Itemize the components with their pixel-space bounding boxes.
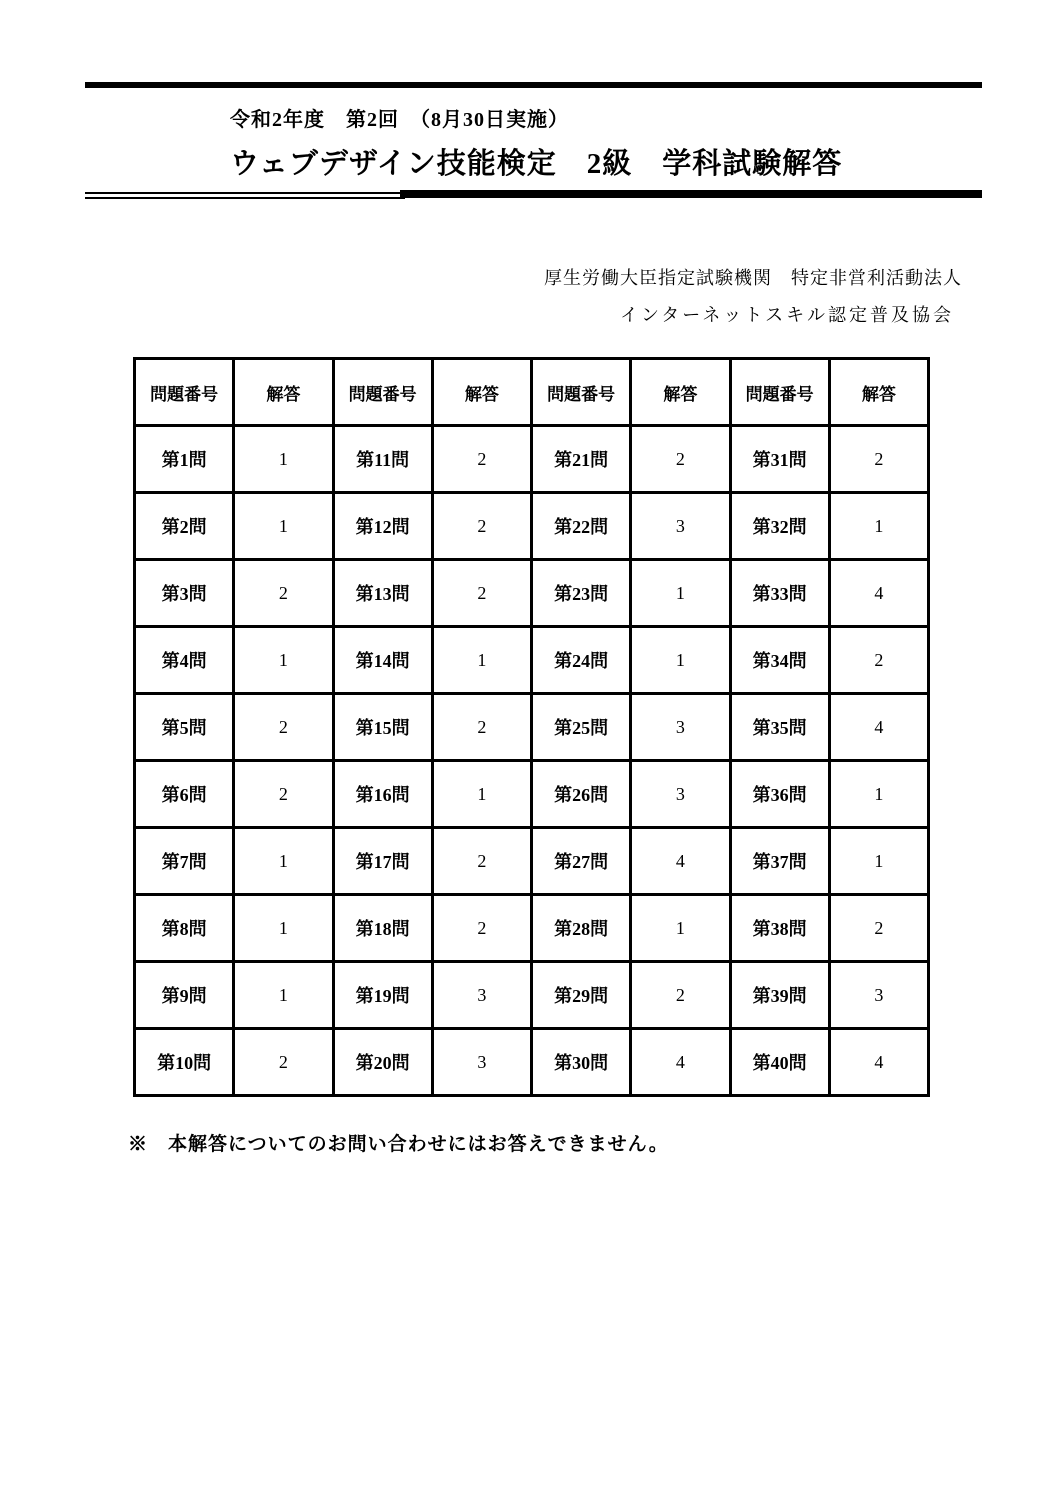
question-number-cell: 第8問 <box>135 895 234 962</box>
answer-cell: 1 <box>829 828 928 895</box>
answer-cell: 1 <box>432 761 531 828</box>
question-number-cell: 第2問 <box>135 493 234 560</box>
question-number-cell: 第36問 <box>730 761 829 828</box>
answer-cell: 4 <box>829 560 928 627</box>
answer-cell: 1 <box>631 627 730 694</box>
answer-cell: 2 <box>829 627 928 694</box>
table-row <box>135 962 929 1029</box>
question-number-cell: 第19問 <box>333 962 432 1029</box>
answer-cell: 3 <box>432 962 531 1029</box>
question-number-cell: 第25問 <box>532 694 631 761</box>
table-row <box>135 426 929 493</box>
question-number-cell: 第15問 <box>333 694 432 761</box>
answer-cell: 2 <box>432 828 531 895</box>
answer-cell: 3 <box>432 1029 531 1096</box>
answer-table-header <box>135 359 929 426</box>
column-header-cell: 問題番号 <box>135 359 234 426</box>
answer-cell: 4 <box>631 828 730 895</box>
answer-cell: 1 <box>234 627 333 694</box>
question-number-cell: 第38問 <box>730 895 829 962</box>
answer-table <box>133 357 930 1097</box>
answer-cell: 1 <box>234 895 333 962</box>
answer-cell: 2 <box>829 426 928 493</box>
answer-cell: 1 <box>234 426 333 493</box>
organization-name-line: インターネットスキル認定普及協会 <box>619 305 954 325</box>
answer-cell: 3 <box>631 694 730 761</box>
answer-cell: 2 <box>631 962 730 1029</box>
question-number-cell: 第26問 <box>532 761 631 828</box>
column-header-cell: 解答 <box>631 359 730 426</box>
title-underline-double-rule <box>85 192 405 199</box>
question-number-cell: 第29問 <box>532 962 631 1029</box>
answer-cell: 2 <box>234 1029 333 1096</box>
question-number-cell: 第35問 <box>730 694 829 761</box>
disclaimer-note: ※ 本解答についてのお問い合わせにはお答えできません。 <box>128 1134 669 1155</box>
question-number-cell: 第37問 <box>730 828 829 895</box>
question-number-cell: 第28問 <box>532 895 631 962</box>
table-row <box>135 560 929 627</box>
question-number-cell: 第16問 <box>333 761 432 828</box>
answer-cell: 2 <box>234 694 333 761</box>
answer-cell: 3 <box>631 493 730 560</box>
question-number-cell: 第13問 <box>333 560 432 627</box>
document-title: ウェブデザイン技能検定 2級 学科試験解答 <box>230 148 843 180</box>
issuing-organization-block <box>544 264 962 327</box>
question-number-cell: 第34問 <box>730 627 829 694</box>
question-number-cell: 第10問 <box>135 1029 234 1096</box>
table-row <box>135 493 929 560</box>
question-number-cell: 第1問 <box>135 426 234 493</box>
header-row <box>135 359 929 426</box>
answer-cell: 4 <box>829 1029 928 1096</box>
answer-cell: 1 <box>234 493 333 560</box>
column-header-cell: 問題番号 <box>333 359 432 426</box>
answer-cell: 1 <box>829 493 928 560</box>
answer-cell: 1 <box>432 627 531 694</box>
question-number-cell: 第9問 <box>135 962 234 1029</box>
table-row <box>135 895 929 962</box>
answer-cell: 2 <box>432 426 531 493</box>
table-row <box>135 761 929 828</box>
answer-cell: 1 <box>631 560 730 627</box>
question-number-cell: 第24問 <box>532 627 631 694</box>
answer-cell: 4 <box>631 1029 730 1096</box>
answer-cell: 2 <box>432 895 531 962</box>
title-underline-thick-rule <box>400 190 982 198</box>
question-number-cell: 第27問 <box>532 828 631 895</box>
question-number-cell: 第11問 <box>333 426 432 493</box>
answer-cell: 4 <box>829 694 928 761</box>
answer-cell: 2 <box>234 761 333 828</box>
answer-cell: 3 <box>829 962 928 1029</box>
answer-cell: 1 <box>829 761 928 828</box>
question-number-cell: 第12問 <box>333 493 432 560</box>
question-number-cell: 第21問 <box>532 426 631 493</box>
column-header-cell: 問題番号 <box>730 359 829 426</box>
answer-cell: 1 <box>234 962 333 1029</box>
exam-session-line: 令和2年度 第2回 （8月30日実施） <box>230 109 569 131</box>
answer-cell: 1 <box>631 895 730 962</box>
question-number-cell: 第30問 <box>532 1029 631 1096</box>
question-number-cell: 第17問 <box>333 828 432 895</box>
answer-table-body <box>135 426 929 1096</box>
answer-cell: 2 <box>432 694 531 761</box>
column-header-cell: 問題番号 <box>532 359 631 426</box>
answer-cell: 1 <box>234 828 333 895</box>
table-row <box>135 828 929 895</box>
question-number-cell: 第40問 <box>730 1029 829 1096</box>
question-number-cell: 第20問 <box>333 1029 432 1096</box>
question-number-cell: 第18問 <box>333 895 432 962</box>
answer-cell: 3 <box>631 761 730 828</box>
question-number-cell: 第33問 <box>730 560 829 627</box>
organization-designation-line: 厚生労働大臣指定試験機関 特定非営利活動法人 <box>544 268 962 288</box>
question-number-cell: 第23問 <box>532 560 631 627</box>
question-number-cell: 第14問 <box>333 627 432 694</box>
table-row <box>135 627 929 694</box>
answer-cell: 2 <box>829 895 928 962</box>
column-header-cell: 解答 <box>829 359 928 426</box>
column-header-cell: 解答 <box>234 359 333 426</box>
answer-cell: 2 <box>432 493 531 560</box>
question-number-cell: 第39問 <box>730 962 829 1029</box>
table-row <box>135 694 929 761</box>
answer-cell: 2 <box>631 426 730 493</box>
question-number-cell: 第3問 <box>135 560 234 627</box>
question-number-cell: 第7問 <box>135 828 234 895</box>
question-number-cell: 第4問 <box>135 627 234 694</box>
question-number-cell: 第5問 <box>135 694 234 761</box>
table-row <box>135 1029 929 1096</box>
question-number-cell: 第32問 <box>730 493 829 560</box>
question-number-cell: 第6問 <box>135 761 234 828</box>
top-horizontal-rule <box>85 82 982 88</box>
answer-cell: 2 <box>432 560 531 627</box>
column-header-cell: 解答 <box>432 359 531 426</box>
question-number-cell: 第22問 <box>532 493 631 560</box>
question-number-cell: 第31問 <box>730 426 829 493</box>
answer-cell: 2 <box>234 560 333 627</box>
